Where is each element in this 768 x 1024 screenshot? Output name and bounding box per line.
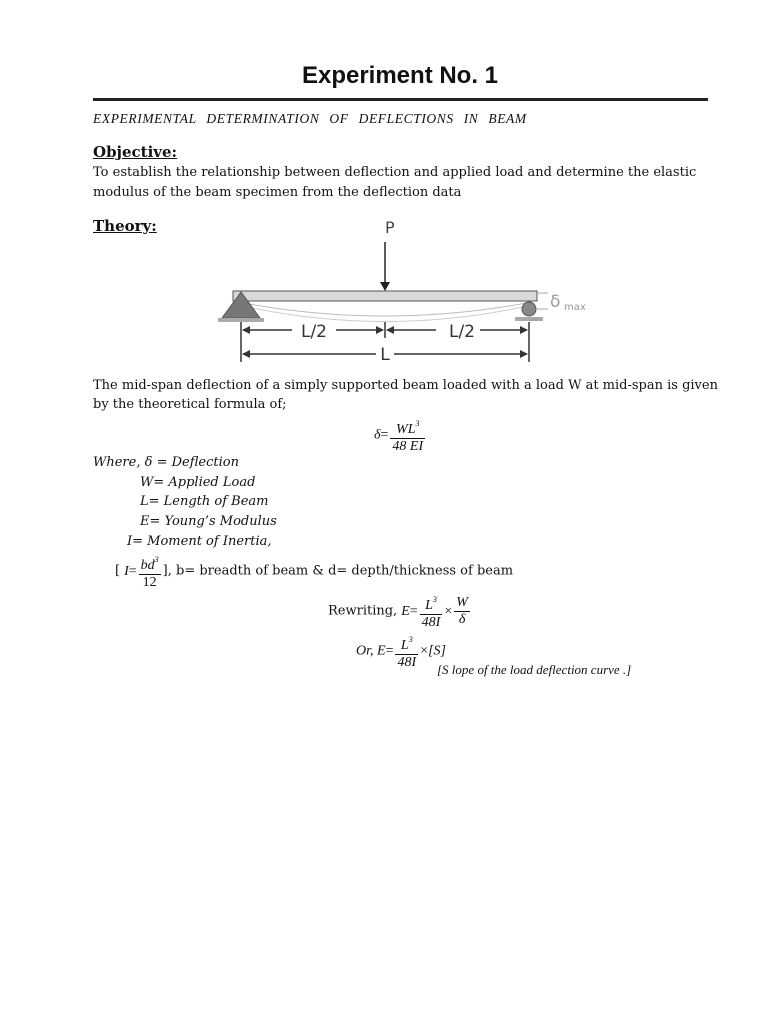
inertia-formula — [115, 552, 513, 591]
inertia-fraction — [139, 552, 161, 591]
definition-modulus: E= Young’s Modulus — [140, 514, 277, 529]
alt-numerator-exp: 3 — [408, 635, 413, 644]
slope-note: [S lope of the load deflection curve .] — [437, 662, 632, 677]
rewriting-denominator-2: δ — [458, 612, 466, 627]
half-span-right-label: L/2 — [448, 322, 476, 342]
rewriting-numerator: L — [425, 598, 433, 613]
title-divider — [93, 98, 708, 101]
load-arrow-head — [380, 282, 390, 291]
inertia-description: ], b= breadth of beam & d= depth/thickness of beam — [162, 563, 514, 579]
half-span-left-label: L/2 — [300, 322, 328, 342]
slope-formula — [356, 632, 446, 671]
theory-heading: Theory: — [93, 217, 157, 235]
experiment-subtitle: EXPERIMENTAL DETERMINATION OF DEFLECTIONS IN BEAM — [93, 111, 527, 126]
deflection-subscript: max — [564, 302, 586, 313]
alt-label: Or, — [356, 643, 374, 659]
rewriting-fraction-1 — [420, 592, 443, 631]
formula-lhs: δ — [374, 427, 381, 443]
intro-line-2: by the theoretical formula of; — [93, 397, 287, 412]
formula-equals: = — [380, 427, 389, 443]
alt-denominator: 48I — [397, 655, 417, 670]
rewriting-denominator: 48I — [421, 615, 441, 630]
inertia-open-bracket: [ — [115, 563, 121, 579]
deflected-shape-lower — [238, 305, 532, 322]
definition-load: W= Applied Load — [140, 475, 256, 490]
rewriting-times: × — [444, 603, 453, 619]
alt-times: × — [420, 643, 429, 659]
beam-diagram — [210, 214, 610, 370]
pin-support-base — [218, 318, 264, 322]
intro-line-1: The mid-span deflection of a simply supported beam loaded with a load W at mid-span is given — [93, 378, 718, 393]
alt-lhs: E — [377, 643, 386, 659]
alt-equals: = — [385, 643, 394, 659]
span-label: L — [380, 345, 390, 365]
inertia-equals: = — [128, 563, 137, 579]
beam — [233, 291, 537, 301]
objective-heading: Objective: — [93, 143, 178, 161]
formula-denominator: 48 EI — [392, 439, 424, 454]
rewriting-formula — [328, 592, 472, 631]
roller-support-base — [515, 317, 543, 321]
alt-numerator: L — [400, 638, 409, 653]
where-label: Where, — [93, 455, 141, 470]
definition-length: L= Length of Beam — [140, 494, 269, 509]
definition-deflection: Where, δ = Deflection — [93, 455, 239, 470]
deflection-formula — [374, 416, 427, 455]
rewriting-numerator-2: W — [456, 595, 468, 610]
rewriting-equals: = — [409, 603, 418, 619]
page-title: Experiment No. 1 — [301, 62, 499, 89]
inertia-denominator: 12 — [142, 575, 157, 590]
alt-fraction — [395, 632, 418, 671]
load-label: P — [385, 218, 395, 237]
rewriting-lhs: E — [401, 603, 410, 619]
formula-fraction — [390, 416, 425, 455]
rewriting-fraction-2 — [454, 595, 470, 628]
formula-numerator-exp: 3 — [415, 419, 420, 428]
inertia-numerator: bd — [140, 558, 155, 573]
inertia-lhs: I — [124, 563, 129, 579]
rewriting-numerator-exp: 3 — [432, 595, 437, 604]
objective-text-line-1: To establish the relationship between deflection and applied load and determine the elastic — [93, 165, 697, 180]
inertia-numerator-exp: 3 — [154, 555, 159, 564]
formula-numerator: WL — [396, 422, 416, 437]
objective-text-line-2: modulus of the beam specimen from the deflection data — [93, 185, 462, 200]
definition-inertia: I= Moment of Inertia, — [127, 534, 272, 549]
rewriting-label: Rewriting, — [328, 603, 398, 619]
alt-slope-bracket: [S] — [428, 643, 446, 659]
roller-support — [522, 302, 536, 316]
deflection-symbol: δ — [550, 292, 561, 312]
